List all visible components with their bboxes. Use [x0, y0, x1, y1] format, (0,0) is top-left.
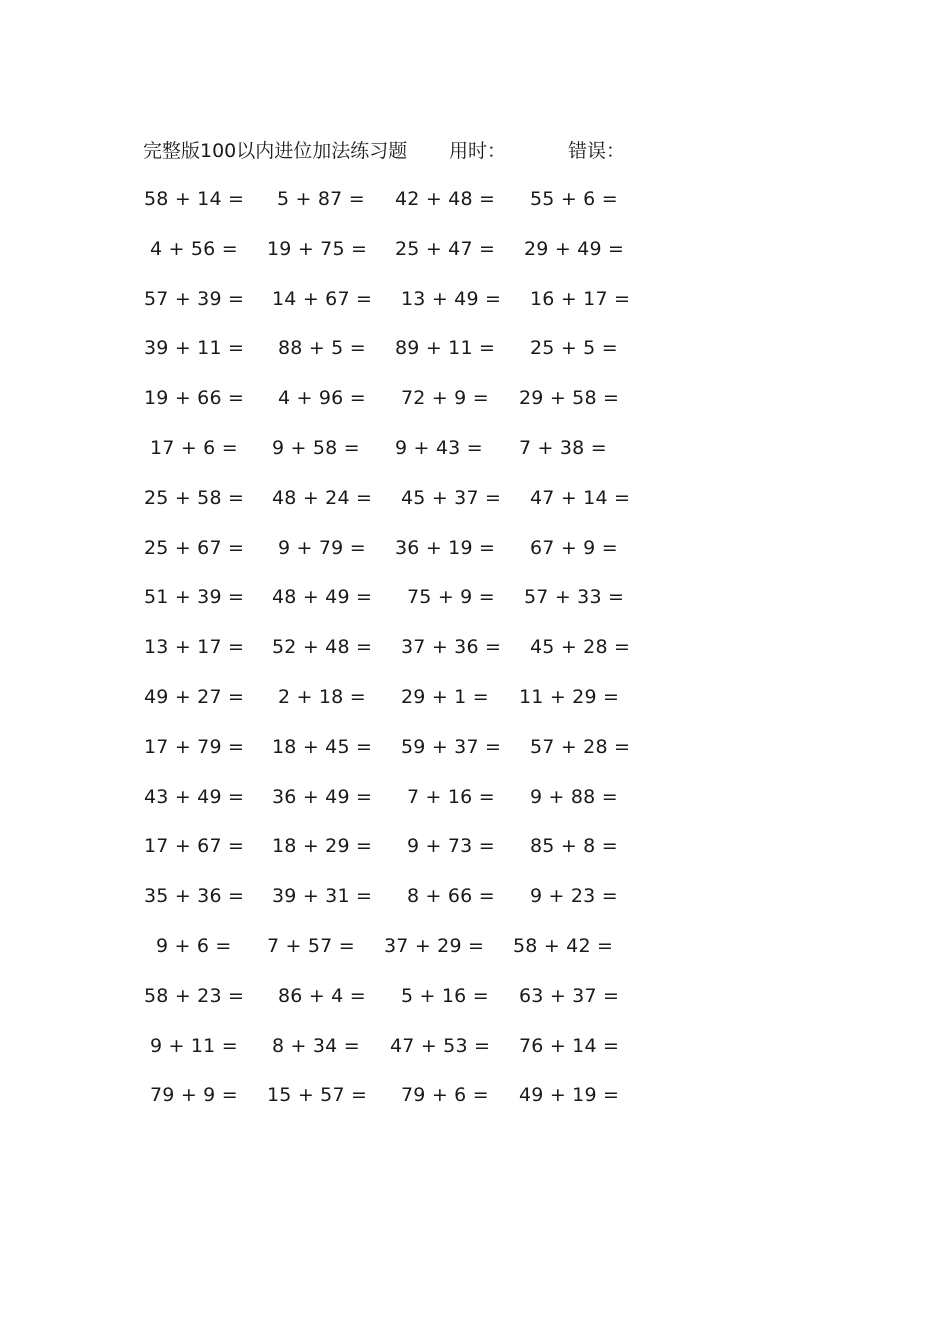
- problem-item: 37 + 36 =: [401, 636, 502, 659]
- problem-row: [0, 831, 950, 881]
- problem-item: 13 + 17 =: [144, 636, 245, 659]
- problem-row: [0, 981, 950, 1031]
- problem-item: 8 + 66 =: [407, 885, 495, 908]
- problem-item: 7 + 57 =: [267, 934, 355, 957]
- time-used-label: 用时：: [449, 140, 507, 162]
- problem-item: 75 + 9 =: [407, 586, 495, 609]
- problem-grid: [0, 184, 950, 1130]
- problem-item: 85 + 8 =: [530, 835, 618, 858]
- problem-item: 17 + 6 =: [150, 436, 238, 459]
- problem-row: [0, 881, 950, 931]
- problem-row: [0, 284, 950, 334]
- problem-item: 9 + 79 =: [278, 536, 366, 559]
- problem-item: 4 + 56 =: [150, 237, 238, 260]
- problem-item: 2 + 18 =: [278, 685, 366, 708]
- problem-item: 67 + 9 =: [530, 536, 618, 559]
- problem-item: 39 + 11 =: [144, 337, 245, 360]
- problem-item: 9 + 88 =: [530, 785, 618, 808]
- problem-row: [0, 483, 950, 533]
- problem-item: 57 + 39 =: [144, 287, 245, 310]
- problem-row: [0, 632, 950, 682]
- problem-item: 79 + 6 =: [401, 1084, 489, 1107]
- worksheet-title: 完整版100以内进位加法练习题: [143, 140, 408, 162]
- problem-item: 25 + 58 =: [144, 486, 245, 509]
- problem-item: 63 + 37 =: [519, 984, 620, 1007]
- problem-row: [0, 333, 950, 383]
- problem-row: [0, 234, 950, 284]
- problem-item: 16 + 17 =: [530, 287, 631, 310]
- problem-item: 79 + 9 =: [150, 1084, 238, 1107]
- problem-item: 47 + 14 =: [530, 486, 631, 509]
- problem-item: 25 + 67 =: [144, 536, 245, 559]
- problem-item: 9 + 73 =: [407, 835, 495, 858]
- problem-item: 29 + 49 =: [524, 237, 625, 260]
- problem-item: 76 + 14 =: [519, 1034, 620, 1057]
- problem-item: 48 + 24 =: [272, 486, 373, 509]
- problem-row: [0, 931, 950, 981]
- problem-item: 14 + 67 =: [272, 287, 373, 310]
- problem-item: 7 + 38 =: [519, 436, 607, 459]
- problem-item: 29 + 1 =: [401, 685, 489, 708]
- problem-item: 29 + 58 =: [519, 387, 620, 410]
- problem-item: 9 + 11 =: [150, 1034, 238, 1057]
- error-count-label: 错误：: [568, 140, 626, 162]
- problem-item: 45 + 37 =: [401, 486, 502, 509]
- problem-item: 5 + 16 =: [401, 984, 489, 1007]
- problem-item: 47 + 53 =: [390, 1034, 491, 1057]
- problem-row: [0, 433, 950, 483]
- problem-item: 57 + 33 =: [524, 586, 625, 609]
- problem-item: 59 + 37 =: [401, 735, 502, 758]
- problem-item: 39 + 31 =: [272, 885, 373, 908]
- problem-item: 11 + 29 =: [519, 685, 620, 708]
- problem-item: 18 + 29 =: [272, 835, 373, 858]
- problem-item: 7 + 16 =: [407, 785, 495, 808]
- problem-row: [0, 184, 950, 234]
- problem-row: [0, 383, 950, 433]
- problem-item: 72 + 9 =: [401, 387, 489, 410]
- problem-item: 19 + 75 =: [267, 237, 368, 260]
- problem-row: [0, 1031, 950, 1081]
- problem-item: 88 + 5 =: [278, 337, 366, 360]
- problem-item: 9 + 43 =: [395, 436, 483, 459]
- problem-item: 45 + 28 =: [530, 636, 631, 659]
- problem-item: 89 + 11 =: [395, 337, 496, 360]
- problem-item: 8 + 34 =: [272, 1034, 360, 1057]
- problem-item: 17 + 79 =: [144, 735, 245, 758]
- problem-item: 25 + 47 =: [395, 237, 496, 260]
- problem-item: 36 + 49 =: [272, 785, 373, 808]
- problem-item: 19 + 66 =: [144, 387, 245, 410]
- problem-row: [0, 533, 950, 583]
- problem-item: 55 + 6 =: [530, 188, 618, 210]
- problem-item: 36 + 19 =: [395, 536, 496, 559]
- problem-item: 58 + 23 =: [144, 984, 245, 1007]
- problem-row: [0, 682, 950, 732]
- problem-item: 17 + 67 =: [144, 835, 245, 858]
- problem-item: 49 + 19 =: [519, 1084, 620, 1107]
- problem-item: 15 + 57 =: [267, 1084, 368, 1107]
- problem-item: 9 + 6 =: [156, 934, 232, 957]
- problem-item: 51 + 39 =: [144, 586, 245, 609]
- problem-row: [0, 582, 950, 632]
- problem-row: [0, 782, 950, 832]
- problem-item: 43 + 49 =: [144, 785, 245, 808]
- problem-item: 37 + 29 =: [384, 934, 485, 957]
- problem-item: 42 + 48 =: [395, 188, 496, 210]
- problem-item: 25 + 5 =: [530, 337, 618, 360]
- problem-row: [0, 1080, 950, 1130]
- problem-item: 5 + 87 =: [277, 188, 365, 210]
- problem-row: [0, 732, 950, 782]
- problem-item: 58 + 42 =: [513, 934, 614, 957]
- problem-item: 35 + 36 =: [144, 885, 245, 908]
- problem-item: 49 + 27 =: [144, 685, 245, 708]
- problem-item: 52 + 48 =: [272, 636, 373, 659]
- problem-item: 18 + 45 =: [272, 735, 373, 758]
- problem-item: 9 + 58 =: [272, 436, 360, 459]
- problem-item: 48 + 49 =: [272, 586, 373, 609]
- problem-item: 4 + 96 =: [278, 387, 366, 410]
- worksheet-header: [143, 136, 663, 166]
- problem-item: 58 + 14 =: [144, 188, 245, 210]
- problem-item: 86 + 4 =: [278, 984, 366, 1007]
- problem-item: 9 + 23 =: [530, 885, 618, 908]
- problem-item: 13 + 49 =: [401, 287, 502, 310]
- problem-item: 57 + 28 =: [530, 735, 631, 758]
